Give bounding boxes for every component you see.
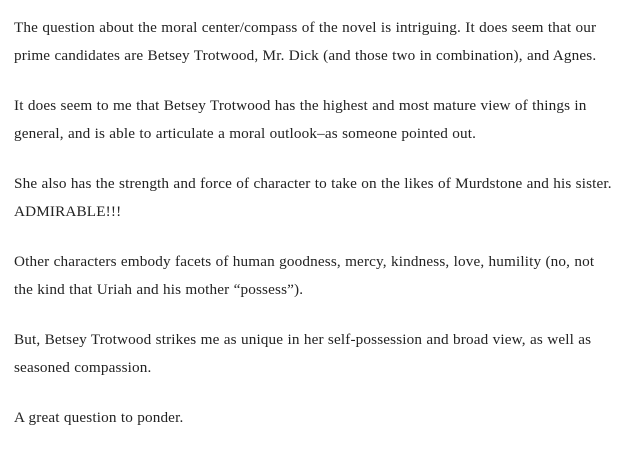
paragraph-5: But, Betsey Trotwood strikes me as unique in her self-possession and broad view, as well as seasoned compassion.	[14, 331, 592, 376]
paragraph-4: Other characters embody facets of human goodness, mercy, kindness, love, humility (no, not the kind that Uriah and his mother “possess”).	[14, 253, 595, 298]
paragraph-6: A great question to ponder.	[14, 409, 184, 426]
paragraph-1: The question about the moral center/compass of the novel is intriguing. It does seem that our prime candidates are Betsey Trotwood, Mr. Dick (and those two in combination), and Agnes.	[14, 19, 597, 64]
paragraph-2: It does seem to me that Betsey Trotwood has the highest and most mature view of things in general, and is able to articulate a moral outlook–as someone pointed out.	[14, 97, 587, 142]
paragraph-3: She also has the strength and force of character to take on the likes of Murdstone and his sister. ADMIRABLE!!!	[14, 175, 612, 220]
